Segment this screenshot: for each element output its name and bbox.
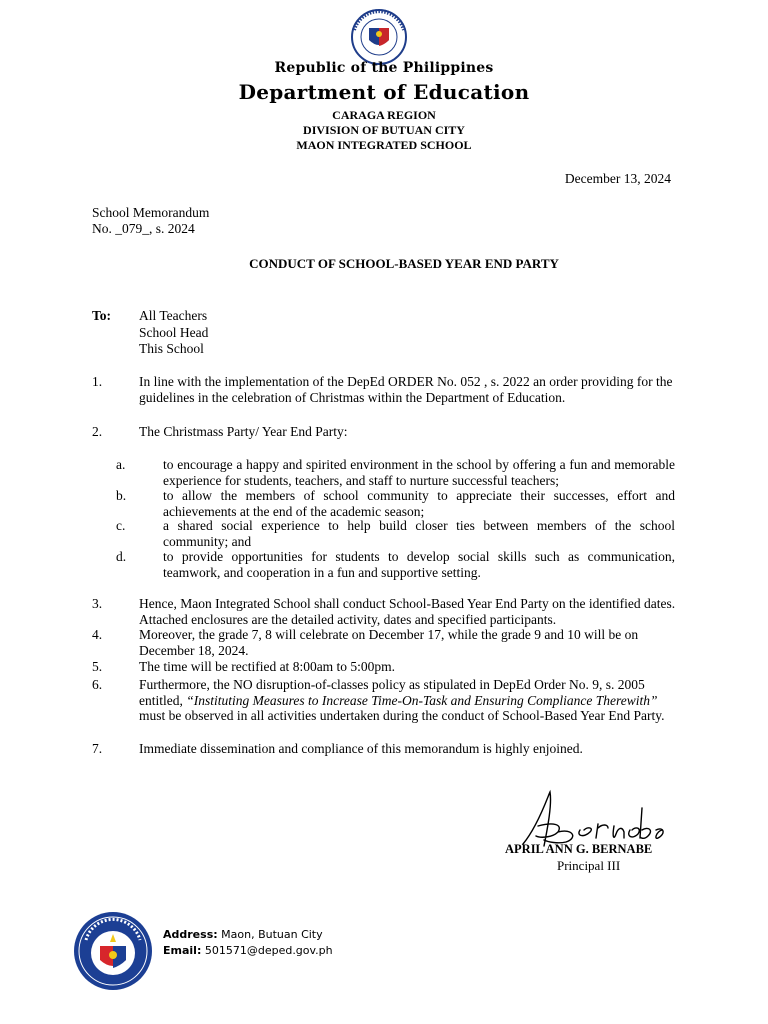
item-number: 6. [92,677,103,692]
deped-seal-icon [344,8,414,66]
item-number: 7. [92,741,103,756]
subitem-letter: b. [116,488,127,503]
item-text: The Christmass Party/ Year End Party: [139,424,348,439]
subitem-letter: c. [116,518,126,533]
address-value: Maon, Butuan City [217,928,323,941]
footer-email [163,944,333,957]
item-number: 3. [92,596,103,611]
memo-label: School Memorandum [92,205,210,220]
region-heading: CARAGA REGION [332,108,436,122]
subitem-text: to provide opportunities for students to develop social skills such as communication, teamwork, and cooperation in a fun and supportive setting. [163,549,675,580]
item-number: 4. [92,627,103,642]
item-text-part: must be observed in all activities undertaken during the conduct of School-Based Year End Party. [139,708,665,723]
division-heading: DIVISION OF BUTUAN CITY [303,123,465,137]
item-text: Immediate dissemination and compliance of this memorandum is highly enjoined. [139,741,583,756]
email-value: 501571@deped.gov.ph [201,944,333,957]
item-number: 2. [92,424,103,439]
subitem-letter: a. [116,457,126,472]
recipient: School Head [139,324,209,340]
recipient: All Teachers [139,308,208,323]
memo-subject: CONDUCT OF SCHOOL-BASED YEAR END PARTY [249,256,559,271]
memo-number-block [92,205,209,237]
subitem-letter: d. [116,549,127,564]
republic-heading: Republic of the Philippines [274,60,494,76]
email-label: Email: [163,944,202,957]
recipient: This School [139,341,204,356]
school-logo-icon [72,910,154,992]
item-number: 1. [92,374,103,389]
memo-date: December 13, 2024 [564,171,671,186]
to-label: To: [92,308,112,323]
item-text: In line with the implementation of the DepEd ORDER No. 052 , s. 2022 an order providing for the guidelines in the celebration of Christmas within the Department of Education. [139,374,673,405]
signatory-title: Principal III [557,858,621,873]
item-text [139,677,684,724]
signatory-name: APRIL ANN G. BERNABE [505,842,653,856]
subitem-text: to encourage a happy and spirited environment in the school by offering a fun and memorable experience for students, teachers, and staff to nurture successful teachers; [163,457,675,488]
footer-address [163,928,323,941]
item-text: The time will be rectified at 8:00am to 5:00pm. [139,659,396,674]
memo-number: No. _079_, s. 2024 [92,221,195,236]
address-label: Address: [163,928,218,941]
subitem-text: to allow the members of school community to appreciate their successes, effort and achievements at the end of the academic season; [163,488,675,519]
subitem-text: a shared social experience to help build closer ties between members of the school community; and [163,518,675,549]
department-heading: Department of Education [238,80,530,104]
recipient-list [139,308,208,358]
item-number: 5. [92,659,103,674]
item-text: Hence, Maon Integrated School shall conduct School-Based Year End Party on the identified dates. Attached enclosures are the detailed activity, dates and specified participants. [139,596,676,627]
item-text-part: Furthermore, the NO disruption-of-classes policy as stipulated in DepEd Order No. 9, s. 2005 entitled, [139,677,645,708]
order-title: “Instituting Measures to Increase Time-On-Task and Ensuring Compliance Therewith” [186,692,658,708]
item-text: Moreover, the grade 7, 8 will celebrate on December 17, while the grade 9 and 10 will be on December 18, 2024. [139,627,639,658]
school-heading: MAON INTEGRATED SCHOOL [296,138,472,152]
